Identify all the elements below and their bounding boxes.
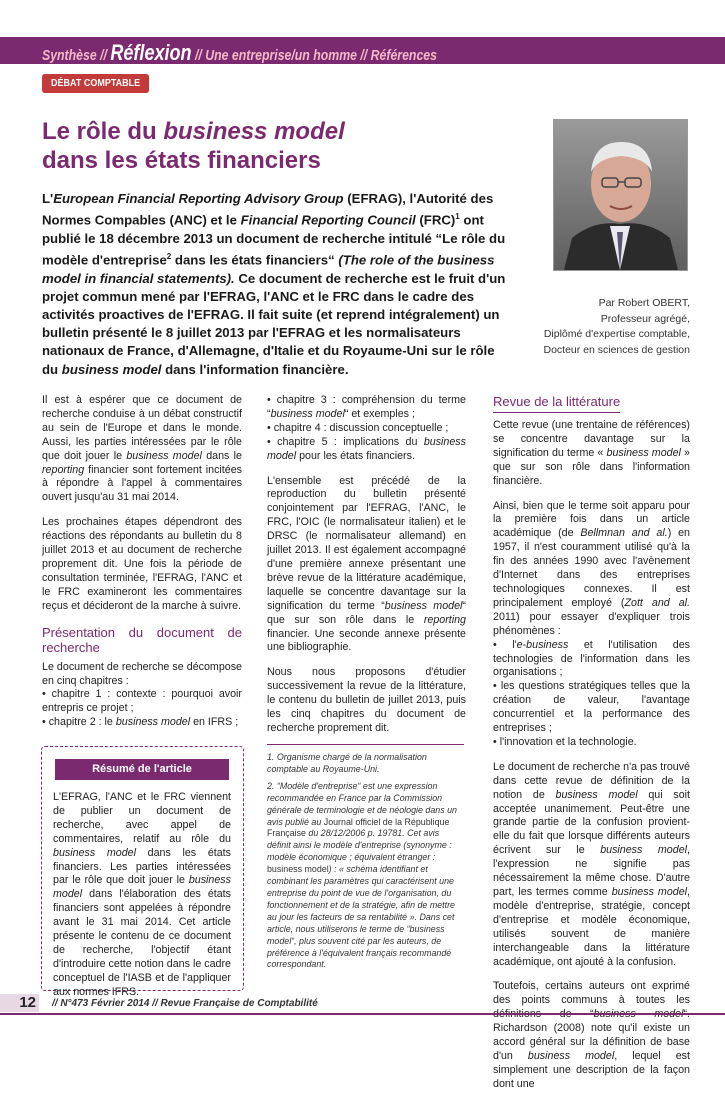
paragraph: Cette revue (une trentaine de références) se concentre davantage sur la signification du terme « business model » que sur son rôle dans l'information financière. [493, 419, 690, 487]
nav-suffix: // Une entreprise/un homme // Références [191, 47, 437, 64]
paragraph: Le document de recherche se décompose en cinq chapitres : [42, 660, 242, 687]
footnote-divider [267, 744, 464, 745]
article-lead: L'European Financial Reporting Advisory Group (EFRAG), l'Autorité des Normes Compables (ANC) et le Financial Reporting Council (FRC)$^1$ ont publié le 18 décembre 2013 un document de recherche intitulé “Le rôle du modèle d'entreprise$^2$ dans les états financiers“ (The role of the business model in financial statements). Ce document de recherche est le fruit d'un projet commun mené par l'EFRAG, l'ANC et le FRC dans le cadre des activités proactives de l'EFRAG. Il fait suite (et reprend intégralement) un bulletin présenté le 8 juillet 2013 par l'EFRAG et les normalisateurs nationaux de France, d'Allemagne, d'Italie et du Royaume-Uni sur le rôle du business model dans l'information financière. [42, 191, 506, 377]
paragraph: Nous nous proposons d'étudier successivement la revue de la littérature, le contenu du bulletin de juillet 2013, puis les cinq chapitres du document de recherche proprement dit. [267, 666, 466, 734]
author-byline: Par Robert OBERT, Professeur agrégé, Diplômé d'expertise comptable, Docteur en sciences de gestion [543, 297, 690, 356]
footnote-2: 2. “Modèle d'entreprise“ est une expression recommandée en France par la Commission générale de terminologie et de néologie dans un avis publié au Journal officiel de la République Française du 28/12/2006 p. 19781. Cet avis définit ainsi le modèle d'entreprise (synonyme : modèle économique ; équivalent étranger : business model) : « schéma identifiant et combinant les paramètres qui caractérisent une entreprise du point de vue de l'organisation, du fonctionnement et de la stratégie, afin de mettre au jour les facteurs de sa rentabilité ». Dans cet article, nous utiliserons le terme de “business model“, plus souvent cité par les auteurs, de préférence à l'équivalent français recommandé correspondant. [267, 780, 457, 970]
paragraph: Toutefois, certains auteurs ont exprimé des points communs à toutes les Richardson (2008) note qu'il existe un accord général sur la définition de base d'un business model, lequel est simplement une description de la façon dont une [493, 980, 690, 1090]
paragraph: Il est à espérer que ce document de recherche conduise à un débat constructif au sein de l'Europe et dans le monde. Aussi, les parties intéressées par le rôle que doit jouer le business model dans le reporting financier sont fortement incitées à répondre à l'appel à commentaires ouvert jusqu'au 31 mai 2014. [42, 394, 243, 504]
section-navigation [42, 40, 437, 66]
rubric-tag: DÉBAT COMPTABLE [42, 74, 149, 93]
summary-title: Résumé de l'article [55, 759, 229, 780]
footnote-1: 1. Organisme chargé de la normalisation comptable au Royaume-Uni. [267, 752, 427, 774]
nav-current-section: Réflexion [110, 40, 192, 65]
page-number: 12 [0, 994, 39, 1012]
summary-text: L'EFRAG, l'ANC et le FRC viennent de publier un document de recherche, avec appel de commentaires, relatif au rôle du business model dans les états financiers. Les parties intéressées par le rôle que doit jouer le business model dans l'élaboration des états financiers sont appelées à répondre avant le 31 mai 2014. Cet article présente le contenu de ce document de recherche, l'objectif étant d'introduire cette notion dans le cadre conceptuel de l'IASB et de l'appliquer aux normes IFRS. [53, 791, 231, 998]
footnotes [267, 752, 464, 976]
footer-rule [0, 1013, 725, 1015]
article-title: Le rôle du business model dans les états financiers [42, 118, 345, 174]
list-item: • l'e-business et l'utilisation des technologies de l'information dans les organisations ; [493, 638, 690, 679]
list-item: • chapitre 3 : compréhension du terme “business model“ et exemples ; [267, 394, 466, 420]
section-heading: Revue de la littérature [493, 394, 620, 413]
paragraph: Ainsi, bien que le terme soit apparu pour la première fois dans un article académique (de Bellmnan and al.) en 1957, il n'est couramment utilisé qu'à la fin des années 1990 avec l'avènement d'Internet dans des entreprises technologiques connexes. Il est principalement employé (Zott and al. 2011) pour essayer d'expliquer trois phénomènes : [493, 499, 691, 637]
paragraph: Les prochaines étapes dépendront des réactions des répondants au bulletin du 8 juillet 2013 et au document de recherche proprement dit. Une fois la période de consultation terminée, l'EFRAG, l'ANC et le FRC examineront les commentaires reçus et décideront de la marche à suivre. [42, 516, 242, 612]
list-item: • chapitre 2 : le business model en IFRS ; [42, 716, 239, 729]
nav-prefix: Synthèse // [42, 47, 111, 64]
paragraph: Le document de recherche n'a pas trouvé dans cette revue de définition de la notion de business model qui soit acceptée unanimement. Peut-être une grande partie de la confusion provient-elle du fait que lorsque différents auteurs écrivent sur le business model, l'expression ne signifie pas nécessairement la même chose. D'autre part, les termes comme business model, modèle d'entreprise, stratégie, concept d'entreprise et modèle économique, utilisés souvent de manière interchangeable dans la littérature académique, ont ajouté à la confusion. [493, 760, 691, 968]
column-3 [493, 394, 690, 1103]
author-photo [553, 119, 688, 271]
list-item: • chapitre 1 : contexte : pourquoi avoir entrepris ce projet ; [42, 688, 242, 715]
list-item: • l'innovation et la technologie. [493, 735, 637, 748]
list-item: • chapitre 4 : discussion conceptuelle ; [267, 421, 449, 434]
summary-box [41, 746, 244, 998]
footer-publication: // N°473 Février 2014 // Revue Française de Comptabilité [52, 998, 318, 1009]
section-heading: Présentation du document de recherche [42, 624, 242, 655]
column-2 [267, 394, 466, 747]
column-1 [42, 394, 242, 730]
list-item: • chapitre 5 : implications du business model pour les états financiers. [267, 435, 466, 462]
list-item: • les questions stratégiques telles que la création de valeur, l'avantage concurrentiel et la performance des entreprises ; [493, 680, 690, 735]
paragraph: L'ensemble est précédé de la reproduction du bulletin présenté conjointement par l'EFRAG, l'ANC, le FRC, l'OIC (le normalisateur italien) et le DRSC (le normalisateur allemand) en juillet 2013. Il est également accompagné d'une première annexe présentant une brève revue de la littérature académique, laquelle se concentre davantage sur la signification du terme “business model“ que sur son rôle dans le reporting financier. Une seconde annexe présente une bibliographie. [267, 474, 466, 654]
